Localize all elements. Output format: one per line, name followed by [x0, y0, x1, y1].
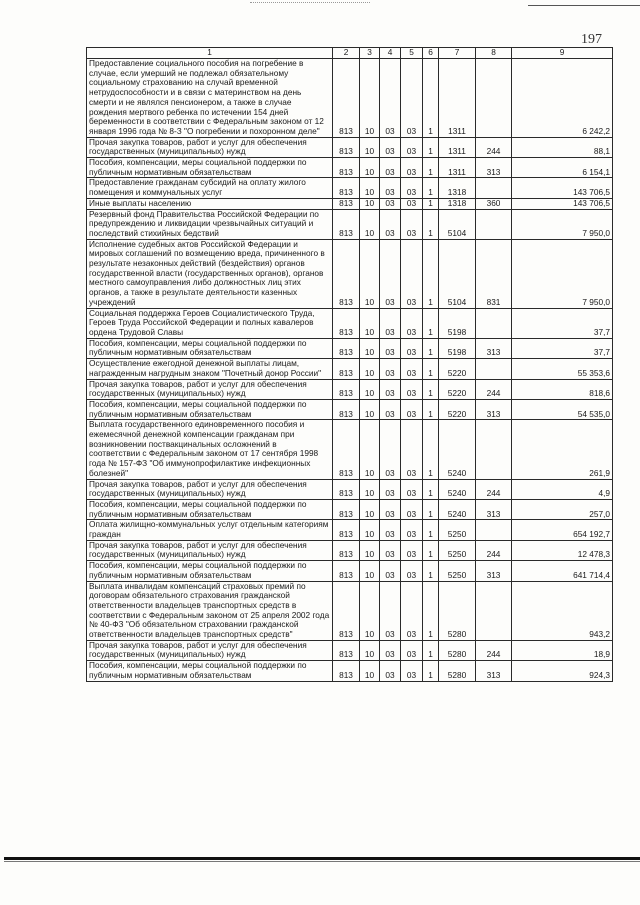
code-cell: 1 — [423, 540, 439, 560]
table-row — [87, 399, 613, 419]
code-cell: 5220 — [439, 399, 476, 419]
code-cell: 03 — [380, 137, 401, 157]
column-header: 5 — [401, 48, 423, 59]
code-cell: 03 — [401, 399, 423, 419]
table-row — [87, 209, 613, 239]
table-row — [87, 581, 613, 640]
code-cell: 5240 — [439, 479, 476, 499]
code-cell: 244 — [476, 137, 512, 157]
code-cell: 1311 — [439, 137, 476, 157]
amount-cell: 257,0 — [512, 499, 613, 519]
row-name-cell: Иные выплаты населению — [87, 198, 333, 209]
row-name-cell: Прочая закупка товаров, работ и услуг для обеспечения государственных (муниципальных) нужд — [87, 379, 333, 399]
amount-cell: 143 706,5 — [512, 198, 613, 209]
code-cell: 1318 — [439, 178, 476, 198]
code-cell: 03 — [380, 379, 401, 399]
code-cell: 813 — [333, 520, 360, 540]
row-name-cell: Осуществление ежегодной денежной выплаты лицам, награжденным нагрудным знаком "Почетный донор России" — [87, 359, 333, 379]
code-cell: 1 — [423, 420, 439, 479]
amount-cell: 55 353,6 — [512, 359, 613, 379]
code-cell: 10 — [360, 239, 380, 308]
table-row — [87, 561, 613, 581]
code-cell: 813 — [333, 158, 360, 178]
code-cell: 03 — [401, 581, 423, 640]
code-cell: 5220 — [439, 379, 476, 399]
row-name-cell: Пособия, компенсации, меры социальной поддержки по публичным нормативным обязательствам — [87, 158, 333, 178]
code-cell: 10 — [360, 399, 380, 419]
column-header: 9 — [512, 48, 613, 59]
code-cell: 813 — [333, 581, 360, 640]
code-cell: 03 — [401, 137, 423, 157]
row-name-cell: Пособия, компенсации, меры социальной поддержки по публичным нормативным обязательствам — [87, 399, 333, 419]
code-cell: 360 — [476, 198, 512, 209]
code-cell — [476, 420, 512, 479]
amount-cell: 654 192,7 — [512, 520, 613, 540]
code-cell: 1 — [423, 661, 439, 681]
code-cell: 03 — [401, 420, 423, 479]
code-cell: 813 — [333, 59, 360, 138]
code-cell: 1 — [423, 520, 439, 540]
amount-cell: 943,2 — [512, 581, 613, 640]
code-cell: 03 — [380, 420, 401, 479]
amount-cell: 7 950,0 — [512, 209, 613, 239]
code-cell: 03 — [380, 209, 401, 239]
code-cell: 03 — [380, 359, 401, 379]
table-header-row — [87, 48, 613, 59]
amount-cell: 12 478,3 — [512, 540, 613, 560]
table-row — [87, 479, 613, 499]
code-cell: 03 — [401, 479, 423, 499]
row-name-cell: Прочая закупка товаров, работ и услуг для обеспечения государственных (муниципальных) нужд — [87, 137, 333, 157]
code-cell — [476, 520, 512, 540]
table-row — [87, 640, 613, 660]
code-cell — [476, 178, 512, 198]
code-cell: 03 — [401, 338, 423, 358]
code-cell: 10 — [360, 59, 380, 138]
code-cell: 244 — [476, 540, 512, 560]
code-cell: 813 — [333, 399, 360, 419]
code-cell: 1 — [423, 308, 439, 338]
code-cell — [476, 581, 512, 640]
code-cell: 1 — [423, 499, 439, 519]
code-cell: 10 — [360, 540, 380, 560]
page-bottom-rule — [4, 857, 640, 860]
code-cell: 03 — [401, 661, 423, 681]
code-cell: 10 — [360, 338, 380, 358]
code-cell: 313 — [476, 661, 512, 681]
column-header: 1 — [87, 48, 333, 59]
row-name-cell: Выплата государственного единовременного пособия и ежемесячной денежной компенсации гражданам при возникновении поствакцинальных осложнений в соответствии с Федеральным законом от 17 сентября 1998 года № 157-ФЗ "Об иммунопрофилактике инфекционных болезней" — [87, 420, 333, 479]
code-cell: 5240 — [439, 420, 476, 479]
page-bottom-rule — [4, 861, 640, 862]
code-cell: 5220 — [439, 359, 476, 379]
code-cell: 1 — [423, 239, 439, 308]
code-cell: 313 — [476, 499, 512, 519]
code-cell: 03 — [380, 308, 401, 338]
code-cell: 313 — [476, 561, 512, 581]
code-cell: 813 — [333, 540, 360, 560]
code-cell: 10 — [360, 499, 380, 519]
amount-cell: 818,6 — [512, 379, 613, 399]
budget-table — [86, 47, 613, 682]
code-cell: 813 — [333, 178, 360, 198]
row-name-cell: Пособия, компенсации, меры социальной поддержки по публичным нормативным обязательствам — [87, 561, 333, 581]
row-name-cell: Прочая закупка товаров, работ и услуг для обеспечения государственных (муниципальных) нужд — [87, 640, 333, 660]
amount-cell: 261,9 — [512, 420, 613, 479]
code-cell: 1318 — [439, 198, 476, 209]
code-cell: 813 — [333, 308, 360, 338]
code-cell: 03 — [401, 59, 423, 138]
code-cell: 813 — [333, 137, 360, 157]
code-cell: 10 — [360, 420, 380, 479]
code-cell: 5198 — [439, 338, 476, 358]
code-cell: 03 — [380, 239, 401, 308]
code-cell: 10 — [360, 209, 380, 239]
table-row — [87, 420, 613, 479]
code-cell: 1311 — [439, 59, 476, 138]
code-cell: 03 — [380, 561, 401, 581]
row-name-cell: Прочая закупка товаров, работ и услуг для обеспечения государственных (муниципальных) нужд — [87, 540, 333, 560]
table-row — [87, 499, 613, 519]
code-cell: 03 — [380, 499, 401, 519]
scan-artifact-line — [250, 2, 370, 3]
code-cell: 10 — [360, 379, 380, 399]
code-cell: 1 — [423, 198, 439, 209]
table-row — [87, 359, 613, 379]
code-cell: 1 — [423, 640, 439, 660]
code-cell: 03 — [380, 59, 401, 138]
code-cell: 244 — [476, 379, 512, 399]
row-name-cell: Пособия, компенсации, меры социальной поддержки по публичным нормативным обязательствам — [87, 661, 333, 681]
code-cell: 03 — [380, 540, 401, 560]
table-row — [87, 520, 613, 540]
code-cell: 03 — [401, 540, 423, 560]
code-cell: 5250 — [439, 520, 476, 540]
code-cell: 1 — [423, 479, 439, 499]
row-name-cell: Предоставление гражданам субсидий на оплату жилого помещения и коммунальных услуг — [87, 178, 333, 198]
scan-artifact-line — [528, 5, 640, 6]
code-cell: 03 — [380, 198, 401, 209]
code-cell: 03 — [401, 209, 423, 239]
code-cell: 813 — [333, 661, 360, 681]
amount-cell: 4,9 — [512, 479, 613, 499]
code-cell: 10 — [360, 359, 380, 379]
code-cell: 813 — [333, 379, 360, 399]
code-cell: 03 — [401, 308, 423, 338]
code-cell: 1 — [423, 178, 439, 198]
code-cell: 03 — [380, 338, 401, 358]
code-cell: 03 — [401, 561, 423, 581]
code-cell — [476, 308, 512, 338]
amount-cell: 924,3 — [512, 661, 613, 681]
code-cell: 1 — [423, 158, 439, 178]
code-cell: 10 — [360, 520, 380, 540]
amount-cell: 37,7 — [512, 308, 613, 338]
code-cell: 10 — [360, 561, 380, 581]
code-cell: 03 — [380, 661, 401, 681]
amount-cell: 6 242,2 — [512, 59, 613, 138]
table-row — [87, 137, 613, 157]
code-cell: 10 — [360, 479, 380, 499]
code-cell: 813 — [333, 561, 360, 581]
amount-cell: 143 706,5 — [512, 178, 613, 198]
code-cell: 813 — [333, 338, 360, 358]
table-row — [87, 338, 613, 358]
row-name-cell: Выплата инвалидам компенсаций страховых премий по договорам обязательного страхования гражданской ответственности владельцев транспортных средств в соответствии с Федеральным законом от 25 апреля 2002 года № 40-ФЗ "Об обязательном страховании гражданской ответственности владельцев транспортных средств" — [87, 581, 333, 640]
table-row — [87, 661, 613, 681]
row-name-cell: Резервный фонд Правительства Российской Федерации по предупреждению и ликвидации чрезвычайных ситуаций и последствий стихийных бедствий — [87, 209, 333, 239]
row-name-cell: Прочая закупка товаров, работ и услуг для обеспечения государственных (муниципальных) нужд — [87, 479, 333, 499]
table-row — [87, 158, 613, 178]
row-name-cell: Оплата жилищно-коммунальных услуг отдельным категориям граждан — [87, 520, 333, 540]
table-row — [87, 239, 613, 308]
code-cell: 5280 — [439, 661, 476, 681]
row-name-cell: Пособия, компенсации, меры социальной поддержки по публичным нормативным обязательствам — [87, 499, 333, 519]
code-cell: 5240 — [439, 499, 476, 519]
code-cell: 5250 — [439, 540, 476, 560]
amount-cell: 88,1 — [512, 137, 613, 157]
code-cell: 813 — [333, 239, 360, 308]
column-header: 2 — [333, 48, 360, 59]
code-cell: 03 — [401, 158, 423, 178]
code-cell: 813 — [333, 420, 360, 479]
code-cell: 1 — [423, 561, 439, 581]
code-cell: 03 — [380, 581, 401, 640]
code-cell — [476, 359, 512, 379]
code-cell: 1 — [423, 137, 439, 157]
code-cell: 03 — [380, 158, 401, 178]
code-cell: 1 — [423, 338, 439, 358]
code-cell: 03 — [380, 520, 401, 540]
code-cell: 03 — [380, 399, 401, 419]
row-name-cell: Социальная поддержка Героев Социалистического Труда, Героев Труда Российской Федерации и полных кавалеров ордена Трудовой Славы — [87, 308, 333, 338]
table-row — [87, 308, 613, 338]
code-cell: 03 — [401, 640, 423, 660]
row-name-cell: Пособия, компенсации, меры социальной поддержки по публичным нормативным обязательствам — [87, 338, 333, 358]
amount-cell: 54 535,0 — [512, 399, 613, 419]
code-cell: 10 — [360, 308, 380, 338]
code-cell: 03 — [401, 379, 423, 399]
code-cell: 10 — [360, 137, 380, 157]
code-cell: 1 — [423, 59, 439, 138]
code-cell: 03 — [401, 359, 423, 379]
code-cell: 10 — [360, 178, 380, 198]
code-cell — [476, 209, 512, 239]
column-header: 8 — [476, 48, 512, 59]
code-cell: 813 — [333, 198, 360, 209]
code-cell: 10 — [360, 198, 380, 209]
code-cell: 813 — [333, 479, 360, 499]
code-cell: 10 — [360, 640, 380, 660]
code-cell: 313 — [476, 158, 512, 178]
amount-cell: 7 950,0 — [512, 239, 613, 308]
code-cell: 1311 — [439, 158, 476, 178]
code-cell: 5104 — [439, 209, 476, 239]
code-cell: 1 — [423, 581, 439, 640]
code-cell: 313 — [476, 399, 512, 419]
code-cell: 1 — [423, 209, 439, 239]
code-cell: 813 — [333, 209, 360, 239]
code-cell: 813 — [333, 640, 360, 660]
column-header: 4 — [380, 48, 401, 59]
code-cell: 244 — [476, 479, 512, 499]
code-cell: 244 — [476, 640, 512, 660]
code-cell: 03 — [401, 239, 423, 308]
amount-cell: 37,7 — [512, 338, 613, 358]
code-cell: 03 — [401, 178, 423, 198]
code-cell: 813 — [333, 359, 360, 379]
code-cell: 313 — [476, 338, 512, 358]
table-row — [87, 198, 613, 209]
row-name-cell: Исполнение судебных актов Российской Федерации и мировых соглашений по возмещению вреда, причиненного в результате незаконных действий (бездействия) органов государственной власти (государственных органов), органов местного самоуправления либо должностных лиц этих органов, а также в результате деятельности казенных учреждений — [87, 239, 333, 308]
code-cell — [476, 59, 512, 138]
code-cell: 831 — [476, 239, 512, 308]
code-cell: 10 — [360, 661, 380, 681]
code-cell: 813 — [333, 499, 360, 519]
table-row — [87, 379, 613, 399]
amount-cell: 6 154,1 — [512, 158, 613, 178]
code-cell: 03 — [401, 198, 423, 209]
code-cell: 5104 — [439, 239, 476, 308]
amount-cell: 641 714,4 — [512, 561, 613, 581]
code-cell: 03 — [380, 640, 401, 660]
page-number: 197 — [581, 32, 602, 47]
code-cell: 5250 — [439, 561, 476, 581]
column-header: 3 — [360, 48, 380, 59]
column-header: 6 — [423, 48, 439, 59]
table-row — [87, 540, 613, 560]
code-cell: 03 — [401, 499, 423, 519]
code-cell: 03 — [401, 520, 423, 540]
code-cell: 5280 — [439, 581, 476, 640]
table-row — [87, 59, 613, 138]
column-header: 7 — [439, 48, 476, 59]
code-cell: 03 — [380, 479, 401, 499]
code-cell: 10 — [360, 581, 380, 640]
code-cell: 1 — [423, 379, 439, 399]
amount-cell: 18,9 — [512, 640, 613, 660]
code-cell: 1 — [423, 359, 439, 379]
table-row — [87, 178, 613, 198]
code-cell: 03 — [380, 178, 401, 198]
code-cell: 5198 — [439, 308, 476, 338]
code-cell: 10 — [360, 158, 380, 178]
code-cell: 5280 — [439, 640, 476, 660]
code-cell: 1 — [423, 399, 439, 419]
row-name-cell: Предоставление социального пособия на погребение в случае, если умерший не подлежал обязательному социальному страхованию на случай временной нетрудоспособности и в связи с материнством на день смерти и не являлся пенсионером, а также в случае рождения мертвого ребенка по истечении 154 дней беременности в соответствии с Федеральным законом от 12 января 1996 года № 8-З "О погребении и похоронном деле" — [87, 59, 333, 138]
